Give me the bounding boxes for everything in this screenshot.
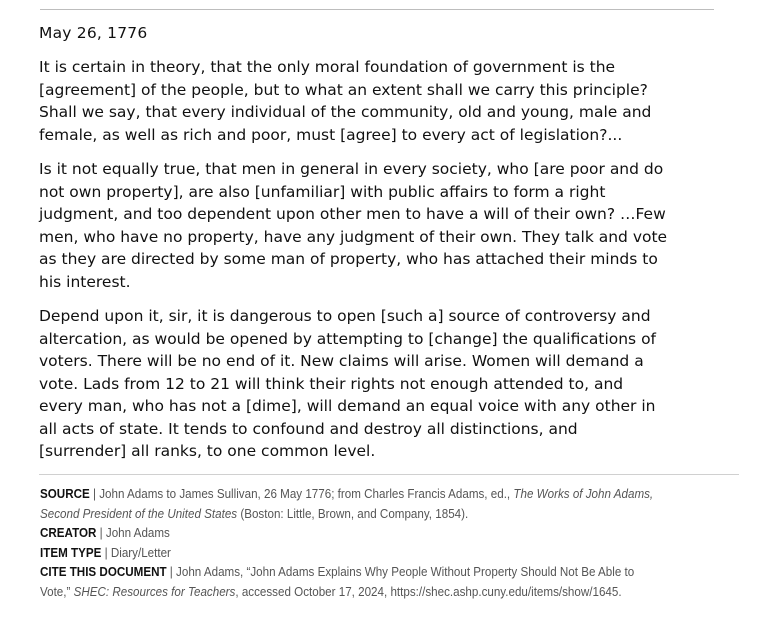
paragraph-line: [surrender] all ranks, to one common level. — [39, 442, 376, 460]
document-metadata — [40, 485, 691, 602]
cite-row — [40, 563, 691, 583]
paragraph — [39, 158, 739, 293]
paragraph-line: Shall we say, that every individual of the community, old and young, male and — [39, 103, 652, 121]
source-text: | John Adams to James Sullivan, 26 May 1776; from Charles Francis Adams, ed., — [89, 487, 514, 501]
paragraph-line: every man, who has not a [dime], will demand an equal voice with any other in — [39, 397, 656, 415]
paragraph-line: judgment, and too dependent upon other men to have a will of their own? …Few — [39, 205, 666, 223]
paragraph-line: not own property], are also [unfamiliar] with public affairs to form a right — [39, 182, 606, 201]
cite-url[interactable]: , accessed October 17, 2024, https://shec.ashp.cuny.edu/items/show/1645. — [235, 584, 622, 599]
cite-text: | John Adams, “John Adams Explains Why People Without Property Should Not Be Able to — [166, 565, 635, 579]
source-row — [40, 485, 691, 505]
creator-value: | John Adams — [96, 526, 170, 540]
paragraph — [39, 56, 739, 146]
item-type-row — [40, 544, 691, 564]
paragraph-line: Is it not equally true, that men in general in every society, who [are poor and do — [39, 160, 664, 178]
paragraph-line: men, who have no property, have any judgment of their own. They talk and vote — [39, 227, 668, 246]
paragraph-line: his interest. — [39, 272, 131, 291]
paragraph-line: It is certain in theory, that the only moral foundation of government is the — [39, 58, 616, 76]
paragraph-line: female, as well as rich and poor, must [agree] to every act of legislation?... — [39, 125, 623, 144]
source-title: The Works of John Adams, — [513, 487, 654, 501]
metadata-divider — [39, 474, 739, 475]
paragraph-line: altercation, as would be opened by attempting to [change] the qualifications of — [39, 329, 657, 348]
cite-label: CITE THIS DOCUMENT — [40, 565, 167, 579]
creator-row — [40, 524, 691, 544]
paragraph-line: vote. Lads from 12 to 21 will think their rights not enough attended to, and — [39, 374, 624, 393]
paragraph-line: as they are directed by some man of property, who has attached their minds to — [39, 250, 658, 268]
paragraph-line: all acts of state. It tends to confound and destroy all distinctions, and — [39, 419, 578, 438]
cite-row-cont — [40, 583, 691, 603]
paragraph-line: [agreement] of the people, but to what an extent shall we carry this principle? — [39, 80, 648, 99]
source-label: SOURCE — [40, 487, 90, 501]
paragraph-line: Depend upon it, sir, it is dangerous to open [such a] source of controversy and — [39, 307, 651, 325]
item-type-value: | Diary/Letter — [101, 545, 171, 560]
creator-label: CREATOR — [40, 526, 97, 540]
source-publication: (Boston: Little, Brown, and Company, 1854). — [237, 506, 469, 521]
document-date: May 26, 1776 — [39, 24, 148, 42]
cite-title: SHEC: Resources for Teachers — [73, 584, 236, 599]
source-row-cont — [40, 505, 691, 525]
document-body — [39, 22, 739, 475]
paragraph — [39, 305, 739, 463]
item-type-label: ITEM TYPE — [40, 545, 102, 560]
top-divider — [40, 9, 714, 10]
paragraph-line: voters. There will be no end of it. New claims will arise. Women will demand a — [39, 352, 644, 370]
source-title-cont: Second President of the United States — [40, 506, 238, 521]
cite-text-cont: Vote,” — [40, 584, 74, 599]
document-paragraphs — [39, 56, 739, 463]
